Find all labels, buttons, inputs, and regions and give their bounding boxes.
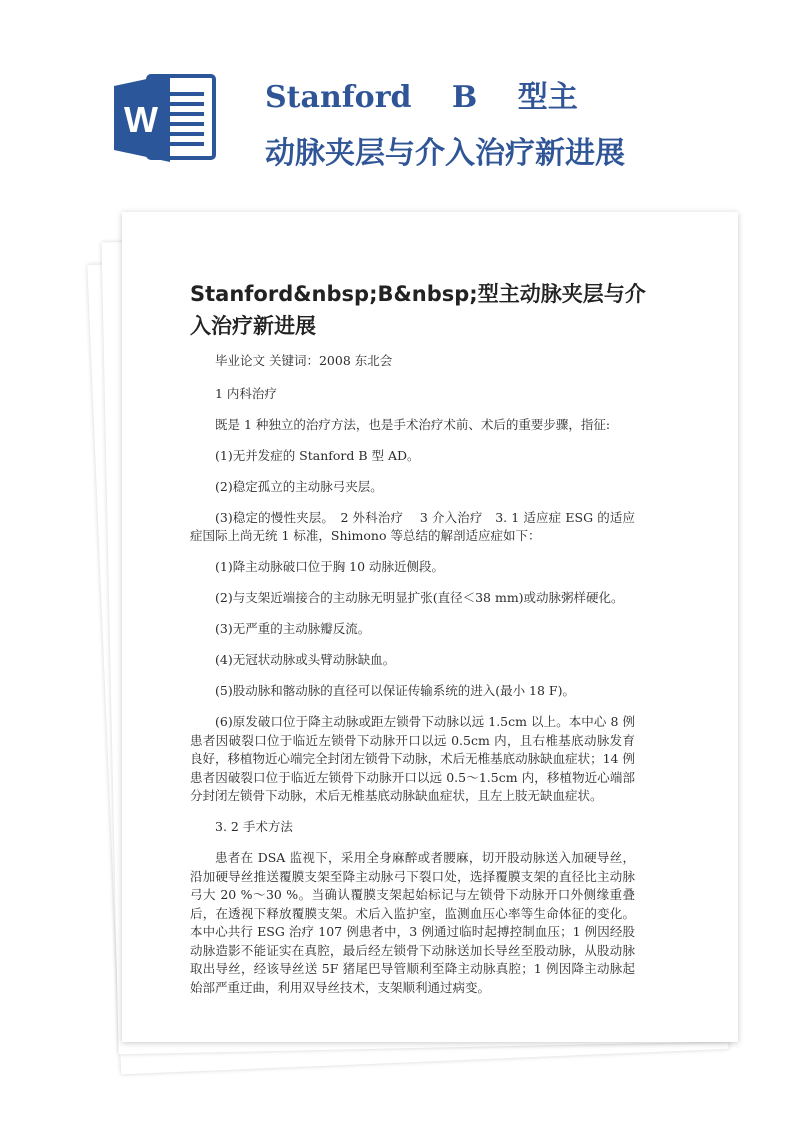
section-heading: 1 内科治疗 xyxy=(215,385,277,401)
paragraph: 患者在 DSA 监视下，采用全身麻醉或者腰麻，切开股动脉送入加硬导丝，沿加硬导丝推送覆膜支架至降主动脉弓下裂口处，选择覆膜支架的直径比主动脉弓大 20 %～30 %。当确认覆膜支架起始标记与左锁骨下动脉开口外侧缘重叠后，在透视下释放覆膜支架。术后入监护室，监测血压心率等生命体征的变化。本中心共行 ESG 治疗 107 例患者中，3 例通过临时起搏控制血压；1 例因经股动脉造影不能证实在真腔，最后经左锁骨下动脉送加长导丝至股动脉，从股动脉取出导丝，经该导丝送 5F 猪尾巴导管顺利至降主动脉真腔；1 例因降主动脉起始部严重迂曲，利用双导丝技术，支架顺利通过病变。 xyxy=(190,850,635,995)
list-item: (4)无冠状动脉或头臂动脉缺血。 xyxy=(215,652,396,667)
section-heading: 3. 2 手术方法 xyxy=(215,819,293,834)
header-title-line1: Stanford B 型主 xyxy=(265,80,578,115)
document-title: Stanford&nbsp;B&nbsp;型主动脉夹层与介入治疗新进展 xyxy=(190,282,646,338)
list-item: (1)无并发症的 Stanford B 型 AD。 xyxy=(215,447,420,463)
keywords-line: 毕业论文 关键词：2008 东北会 xyxy=(215,353,393,368)
list-item: (2)与支架近端接合的主动脉无明显扩张(直径＜38 mm)或动脉粥样硬化。 xyxy=(215,590,624,605)
list-item: (2)稳定孤立的主动脉弓夹层。 xyxy=(215,478,383,494)
list-item: (3)无严重的主动脉瓣反流。 xyxy=(215,621,371,636)
list-item: (5)股动脉和髂动脉的直径可以保证传输系统的进入(最小 18 F)。 xyxy=(215,683,575,698)
list-item: (1)降主动脉破口位于胸 10 动脉近侧段。 xyxy=(215,559,445,574)
paragraph: (6)原发破口位于降主动脉或距左锁骨下动脉以远 1.5cm 以上。本中心 8 例患者因破裂口位于临近左锁骨下动脉开口以远 0.5cm 内，且右椎基底动脉发育良好，移植物近心端完全封闭左锁骨下动脉，术后无椎基底动脉缺血症状；14 例患者因破裂口位于临近左锁骨下动脉开口以远 0.5～1.5cm 内，移植物近心端部分封闭左锁骨下动脉，术后无椎基底动脉缺血症状，且左上肢无缺血症状。 xyxy=(190,714,635,803)
logo-letter: W xyxy=(124,99,158,140)
document-body xyxy=(190,352,635,1010)
paragraph: 既是 1 种独立的治疗方法，也是手术治疗术前、术后的重要步骤，指征: xyxy=(215,416,611,432)
paragraph: (3)稳定的慢性夹层。 2 外科治疗 3 介入治疗 3. 1 适应症 ESG 的适应症国际上尚无统 1 标准，Shimono 等总结的解剖适应症如下： xyxy=(190,509,635,543)
page-header-title xyxy=(265,70,685,182)
word-document-icon xyxy=(112,68,222,166)
header-title-line2: 动脉夹层与介入治疗新进展 xyxy=(265,136,625,171)
